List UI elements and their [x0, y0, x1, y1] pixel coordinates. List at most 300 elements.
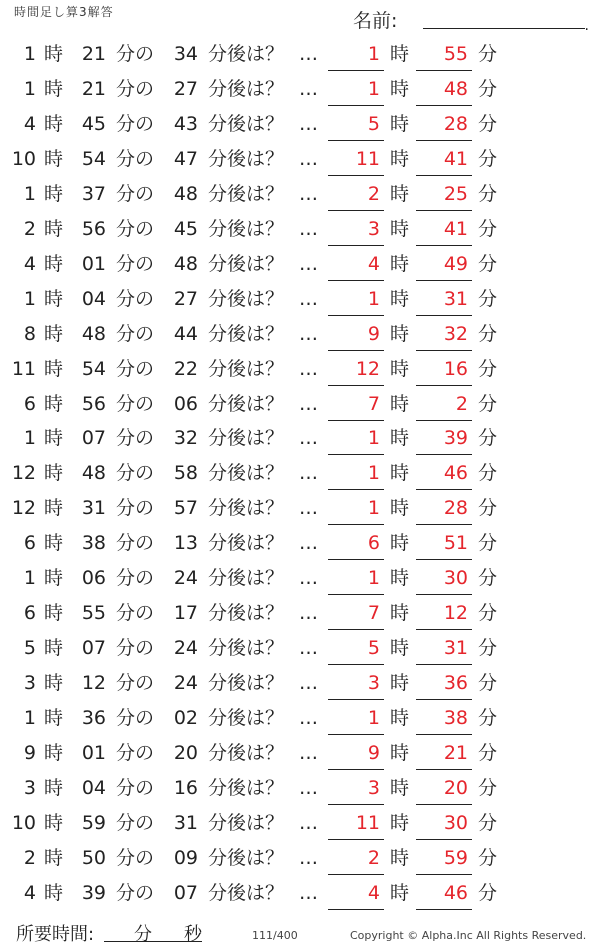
ellipsis: …	[299, 497, 318, 520]
answer-hour-unit: 時	[390, 742, 410, 765]
answer-hour-unit: 時	[390, 357, 410, 380]
start-hour: 12	[11, 462, 36, 485]
answer-hour-field[interactable]	[328, 74, 384, 106]
added-minutes: 27	[173, 77, 198, 100]
problem-row	[0, 39, 600, 74]
start-hour: 6	[23, 392, 36, 415]
start-minute: 07	[81, 637, 106, 660]
worksheet-title: 時間足し算3解答	[14, 5, 114, 19]
added-minutes: 57	[173, 497, 198, 520]
answer-hour: 12	[355, 357, 380, 380]
answer-hour-field[interactable]	[328, 598, 384, 630]
answer-minute: 28	[443, 112, 468, 135]
answer-hour-field[interactable]	[328, 703, 384, 735]
answer-hour-field[interactable]	[328, 389, 384, 421]
answer-minute-unit: 分	[478, 252, 498, 275]
minute-of-label: 分の	[116, 567, 155, 590]
answer-minute-field[interactable]	[416, 179, 472, 211]
problem-row	[0, 563, 600, 598]
answer-minute-unit: 分	[478, 322, 498, 345]
minute-of-label: 分の	[116, 357, 155, 380]
answer-hour: 3	[367, 217, 380, 240]
problem-row	[0, 249, 600, 284]
answer-minute-unit: 分	[478, 602, 498, 625]
copyright-notice: Copyright © Alpha.Inc All Rights Reserved.	[350, 929, 587, 942]
start-minute: 04	[81, 777, 106, 800]
answer-hour: 11	[355, 811, 380, 834]
ellipsis: …	[299, 182, 318, 205]
problem-row	[0, 319, 600, 354]
answer-hour: 5	[367, 637, 380, 660]
answer-minute-field[interactable]	[416, 598, 472, 630]
problem-row	[0, 843, 600, 878]
minute-of-label: 分の	[116, 881, 155, 904]
answer-minute: 38	[443, 707, 468, 730]
start-hour: 1	[23, 427, 36, 450]
added-minutes: 32	[173, 427, 198, 450]
answer-minute-unit: 分	[478, 357, 498, 380]
answer-hour-unit: 時	[390, 392, 410, 415]
answer-minute-field[interactable]	[416, 39, 472, 71]
answer-minute-field[interactable]	[416, 423, 472, 455]
problem-row	[0, 878, 600, 913]
second-label: 秒	[184, 924, 202, 945]
added-minutes: 48	[173, 252, 198, 275]
added-minutes: 45	[173, 217, 198, 240]
answer-minute: 41	[443, 217, 468, 240]
hour-unit: 時	[44, 602, 64, 625]
added-minutes: 22	[173, 357, 198, 380]
answer-hour-unit: 時	[390, 462, 410, 485]
answer-hour-field[interactable]	[328, 144, 384, 176]
start-minute: 36	[81, 707, 106, 730]
answer-hour-unit: 時	[390, 497, 410, 520]
question-suffix: 分後は？	[208, 252, 285, 275]
answer-hour-unit: 時	[390, 602, 410, 625]
start-minute: 48	[81, 462, 106, 485]
start-minute: 55	[81, 602, 106, 625]
question-suffix: 分後は？	[208, 777, 285, 800]
answer-minute-unit: 分	[478, 43, 498, 65]
minute-of-label: 分の	[116, 672, 155, 695]
start-hour: 6	[23, 532, 36, 555]
start-minute: 12	[81, 672, 106, 695]
hour-unit: 時	[44, 427, 64, 450]
ellipsis: …	[299, 462, 318, 485]
answer-minute-unit: 分	[478, 567, 498, 590]
question-suffix: 分後は？	[208, 602, 285, 625]
answer-minute-unit: 分	[478, 777, 498, 800]
answer-hour: 5	[367, 112, 380, 135]
answer-hour-field[interactable]	[328, 354, 384, 386]
answer-minute-unit: 分	[478, 672, 498, 695]
added-minutes: 31	[173, 811, 198, 834]
answer-minute: 28	[443, 497, 468, 520]
minute-of-label: 分の	[116, 322, 155, 345]
start-hour: 4	[23, 112, 36, 135]
answer-hour-unit: 時	[390, 637, 410, 660]
hour-unit: 時	[44, 777, 64, 800]
answer-minute: 30	[443, 567, 468, 590]
start-hour: 10	[11, 811, 36, 834]
answer-hour: 1	[367, 462, 380, 485]
answer-hour-field[interactable]	[328, 319, 384, 351]
start-minute: 38	[81, 532, 106, 555]
answer-minute-field[interactable]	[416, 144, 472, 176]
ellipsis: …	[299, 43, 318, 65]
ellipsis: …	[299, 777, 318, 800]
answer-minute-field[interactable]	[416, 74, 472, 106]
answer-minute: 39	[443, 427, 468, 450]
answer-minute-field[interactable]	[416, 354, 472, 386]
problem-row	[0, 738, 600, 773]
problem-list	[0, 39, 600, 913]
answer-minute-unit: 分	[478, 497, 498, 520]
added-minutes: 43	[173, 112, 198, 135]
answer-minute-field[interactable]	[416, 458, 472, 490]
page-number: 111/400	[252, 929, 298, 942]
start-hour: 1	[23, 77, 36, 100]
answer-minute: 21	[443, 742, 468, 765]
answer-minute: 31	[443, 637, 468, 660]
start-hour: 1	[23, 567, 36, 590]
answer-hour-field[interactable]	[328, 109, 384, 141]
hour-unit: 時	[44, 287, 64, 310]
answer-minute-field[interactable]	[416, 319, 472, 351]
answer-hour-unit: 時	[390, 147, 410, 170]
hour-unit: 時	[44, 43, 64, 65]
hour-unit: 時	[44, 217, 64, 240]
start-hour: 4	[23, 881, 36, 904]
added-minutes: 13	[173, 532, 198, 555]
added-minutes: 44	[173, 322, 198, 345]
answer-hour: 1	[367, 77, 380, 100]
answer-hour: 1	[367, 287, 380, 310]
ellipsis: …	[299, 322, 318, 345]
answer-hour-unit: 時	[390, 77, 410, 100]
answer-minute-unit: 分	[478, 811, 498, 834]
minute-of-label: 分の	[116, 707, 155, 730]
minute-of-label: 分の	[116, 462, 155, 485]
start-minute: 54	[81, 147, 106, 170]
ellipsis: …	[299, 637, 318, 660]
answer-minute: 55	[443, 43, 468, 65]
name-end-mark: .	[584, 18, 589, 34]
problem-row	[0, 74, 600, 109]
answer-hour-field[interactable]	[328, 773, 384, 805]
answer-hour: 1	[367, 707, 380, 730]
question-suffix: 分後は？	[208, 322, 285, 345]
answer-hour-unit: 時	[390, 881, 410, 904]
minute-of-label: 分の	[116, 147, 155, 170]
start-hour: 5	[23, 637, 36, 660]
problem-row	[0, 458, 600, 493]
answer-hour-field[interactable]	[328, 668, 384, 700]
ellipsis: …	[299, 147, 318, 170]
minute-of-label: 分の	[116, 252, 155, 275]
answer-minute-unit: 分	[478, 77, 498, 100]
start-hour: 9	[23, 742, 36, 765]
added-minutes: 24	[173, 672, 198, 695]
answer-minute-unit: 分	[478, 881, 498, 904]
answer-hour-field[interactable]	[328, 423, 384, 455]
question-suffix: 分後は？	[208, 497, 285, 520]
name-label: 名前:	[353, 10, 398, 32]
added-minutes: 02	[173, 707, 198, 730]
answer-minute: 51	[443, 532, 468, 555]
question-suffix: 分後は？	[208, 567, 285, 590]
answer-minute-unit: 分	[478, 707, 498, 730]
added-minutes: 06	[173, 392, 198, 415]
answer-minute-field[interactable]	[416, 214, 472, 246]
answer-hour-field[interactable]	[328, 458, 384, 490]
answer-hour: 1	[367, 43, 380, 65]
answer-hour: 2	[367, 846, 380, 869]
answer-minute-unit: 分	[478, 112, 498, 135]
start-minute: 21	[81, 77, 106, 100]
start-minute: 37	[81, 182, 106, 205]
question-suffix: 分後は？	[208, 637, 285, 660]
problem-row	[0, 773, 600, 808]
ellipsis: …	[299, 77, 318, 100]
answer-hour-unit: 時	[390, 182, 410, 205]
answer-hour: 3	[367, 672, 380, 695]
added-minutes: 27	[173, 287, 198, 310]
answer-hour: 3	[367, 777, 380, 800]
ellipsis: …	[299, 392, 318, 415]
hour-unit: 時	[44, 532, 64, 555]
answer-hour-field[interactable]	[328, 214, 384, 246]
answer-minute-field[interactable]	[416, 109, 472, 141]
minute-of-label: 分の	[116, 287, 155, 310]
question-suffix: 分後は？	[208, 357, 285, 380]
answer-hour-field[interactable]	[328, 284, 384, 316]
answer-hour-field[interactable]	[328, 808, 384, 840]
answer-minute: 2	[455, 392, 468, 415]
answer-minute-field[interactable]	[416, 703, 472, 735]
answer-minute-unit: 分	[478, 427, 498, 450]
answer-minute-field[interactable]	[416, 493, 472, 525]
start-minute: 48	[81, 322, 106, 345]
answer-hour-field[interactable]	[328, 179, 384, 211]
hour-unit: 時	[44, 742, 64, 765]
name-field[interactable]	[353, 6, 589, 34]
ellipsis: …	[299, 811, 318, 834]
answer-hour-field[interactable]	[328, 528, 384, 560]
answer-minute: 16	[443, 357, 468, 380]
ellipsis: …	[299, 881, 318, 904]
problem-row	[0, 633, 600, 668]
hour-unit: 時	[44, 567, 64, 590]
start-minute: 01	[81, 252, 106, 275]
question-suffix: 分後は？	[208, 707, 285, 730]
answer-hour-unit: 時	[390, 707, 410, 730]
minute-of-label: 分の	[116, 182, 155, 205]
minute-of-label: 分の	[116, 427, 155, 450]
answer-minute: 32	[443, 322, 468, 345]
problem-row	[0, 528, 600, 563]
answer-hour-unit: 時	[390, 252, 410, 275]
answer-minute-field[interactable]	[416, 528, 472, 560]
start-hour: 6	[23, 602, 36, 625]
added-minutes: 09	[173, 846, 198, 869]
ellipsis: …	[299, 567, 318, 590]
start-minute: 56	[81, 392, 106, 415]
answer-minute-field[interactable]	[416, 284, 472, 316]
hour-unit: 時	[44, 672, 64, 695]
question-suffix: 分後は？	[208, 742, 285, 765]
answer-minute-unit: 分	[478, 462, 498, 485]
ellipsis: …	[299, 532, 318, 555]
minute-of-label: 分の	[116, 112, 155, 135]
problem-row	[0, 179, 600, 214]
answer-minute-unit: 分	[478, 637, 498, 660]
added-minutes: 24	[173, 637, 198, 660]
answer-minute-unit: 分	[478, 392, 498, 415]
start-hour: 1	[23, 287, 36, 310]
added-minutes: 48	[173, 182, 198, 205]
answer-hour-field[interactable]	[328, 249, 384, 281]
answer-minute-field[interactable]	[416, 773, 472, 805]
answer-hour-field[interactable]	[328, 738, 384, 770]
answer-minute-field[interactable]	[416, 738, 472, 770]
answer-minute-field[interactable]	[416, 878, 472, 910]
question-suffix: 分後は？	[208, 811, 285, 834]
start-hour: 11	[11, 357, 36, 380]
answer-hour: 4	[367, 252, 380, 275]
answer-minute: 20	[443, 777, 468, 800]
start-hour: 1	[23, 182, 36, 205]
start-minute: 54	[81, 357, 106, 380]
problem-row	[0, 423, 600, 458]
answer-minute: 48	[443, 77, 468, 100]
answer-hour-unit: 時	[390, 846, 410, 869]
hour-unit: 時	[44, 392, 64, 415]
answer-minute-field[interactable]	[416, 563, 472, 595]
start-minute: 07	[81, 427, 106, 450]
answer-hour: 9	[367, 322, 380, 345]
answer-minute-unit: 分	[478, 147, 498, 170]
question-suffix: 分後は？	[208, 427, 285, 450]
answer-hour-unit: 時	[390, 322, 410, 345]
minute-of-label: 分の	[116, 392, 155, 415]
hour-unit: 時	[44, 462, 64, 485]
hour-unit: 時	[44, 252, 64, 275]
added-minutes: 20	[173, 742, 198, 765]
minute-of-label: 分の	[116, 497, 155, 520]
problem-row	[0, 808, 600, 843]
answer-hour-unit: 時	[390, 43, 410, 65]
answer-minute: 46	[443, 881, 468, 904]
answer-minute-field[interactable]	[416, 249, 472, 281]
answer-hour-field[interactable]	[328, 39, 384, 71]
answer-minute-unit: 分	[478, 846, 498, 869]
problem-row	[0, 493, 600, 528]
added-minutes: 47	[173, 147, 198, 170]
start-hour: 1	[23, 707, 36, 730]
hour-unit: 時	[44, 77, 64, 100]
answer-minute-unit: 分	[478, 182, 498, 205]
elapsed-time-label: 所要時間:	[16, 924, 95, 945]
name-underline	[423, 28, 585, 29]
start-minute: 21	[81, 43, 106, 65]
answer-hour-field[interactable]	[328, 563, 384, 595]
added-minutes: 24	[173, 567, 198, 590]
minute-of-label: 分の	[116, 532, 155, 555]
start-hour: 3	[23, 777, 36, 800]
answer-hour: 9	[367, 742, 380, 765]
answer-minute-field[interactable]	[416, 668, 472, 700]
question-suffix: 分後は？	[208, 112, 285, 135]
hour-unit: 時	[44, 357, 64, 380]
hour-unit: 時	[44, 147, 64, 170]
start-minute: 59	[81, 811, 106, 834]
ellipsis: …	[299, 252, 318, 275]
answer-hour-field[interactable]	[328, 878, 384, 910]
minute-of-label: 分の	[116, 43, 155, 65]
start-hour: 2	[23, 217, 36, 240]
question-suffix: 分後は？	[208, 672, 285, 695]
ellipsis: …	[299, 217, 318, 240]
answer-minute: 41	[443, 147, 468, 170]
problem-row	[0, 703, 600, 738]
answer-minute-field[interactable]	[416, 808, 472, 840]
ellipsis: …	[299, 672, 318, 695]
question-suffix: 分後は？	[208, 532, 285, 555]
answer-minute: 59	[443, 846, 468, 869]
hour-unit: 時	[44, 497, 64, 520]
question-suffix: 分後は？	[208, 392, 285, 415]
added-minutes: 17	[173, 602, 198, 625]
ellipsis: …	[299, 287, 318, 310]
answer-hour-field[interactable]	[328, 843, 384, 875]
question-suffix: 分後は？	[208, 77, 285, 100]
start-minute: 39	[81, 881, 106, 904]
minute-label: 分	[134, 924, 152, 945]
start-hour: 4	[23, 252, 36, 275]
answer-minute-field[interactable]	[416, 389, 472, 421]
start-hour: 10	[11, 147, 36, 170]
answer-hour: 1	[367, 497, 380, 520]
answer-minute-field[interactable]	[416, 843, 472, 875]
answer-minute: 36	[443, 672, 468, 695]
hour-unit: 時	[44, 637, 64, 660]
answer-hour: 7	[367, 602, 380, 625]
answer-hour-unit: 時	[390, 287, 410, 310]
minute-of-label: 分の	[116, 811, 155, 834]
hour-unit: 時	[44, 112, 64, 135]
start-minute: 31	[81, 497, 106, 520]
answer-hour: 7	[367, 392, 380, 415]
start-hour: 12	[11, 497, 36, 520]
answer-hour: 4	[367, 881, 380, 904]
start-hour: 3	[23, 672, 36, 695]
start-minute: 04	[81, 287, 106, 310]
start-hour: 1	[23, 43, 36, 65]
start-minute: 06	[81, 567, 106, 590]
answer-minute-field[interactable]	[416, 633, 472, 665]
answer-hour-field[interactable]	[328, 633, 384, 665]
question-suffix: 分後は？	[208, 43, 285, 65]
minute-of-label: 分の	[116, 777, 155, 800]
ellipsis: …	[299, 427, 318, 450]
start-minute: 45	[81, 112, 106, 135]
answer-hour-field[interactable]	[328, 493, 384, 525]
answer-hour-unit: 時	[390, 532, 410, 555]
hour-unit: 時	[44, 811, 64, 834]
question-suffix: 分後は？	[208, 287, 285, 310]
answer-minute: 49	[443, 252, 468, 275]
